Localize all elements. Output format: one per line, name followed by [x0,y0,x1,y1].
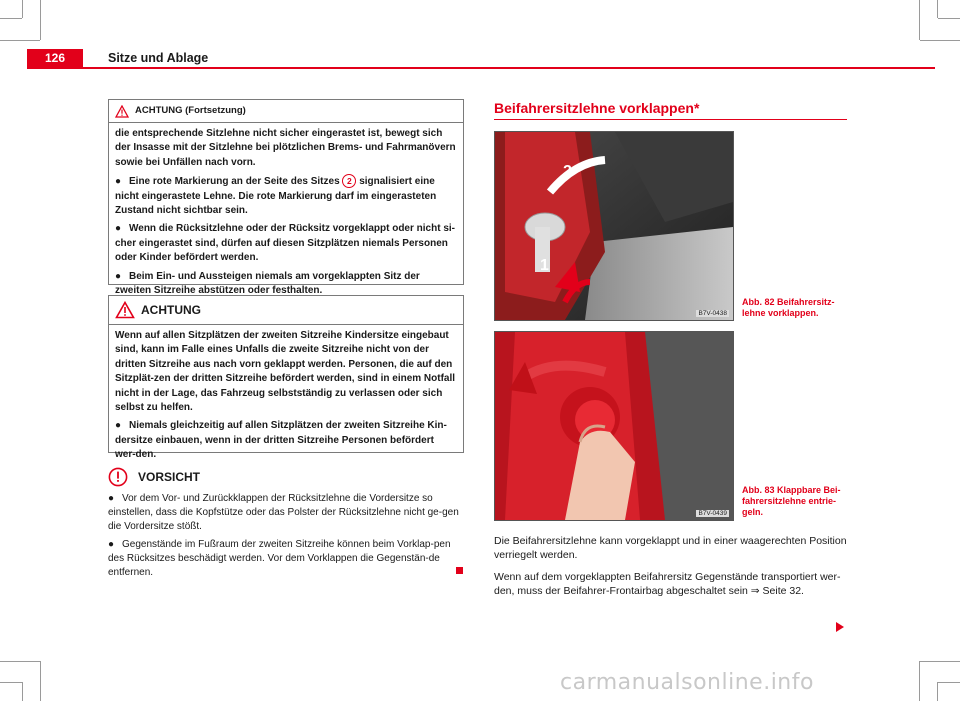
page-title: Sitze und Ablage [108,51,209,65]
crop-mark [0,40,40,41]
bullet: ● [108,539,115,551]
caution-exclamation-icon [108,467,128,487]
section-end-marker [456,567,463,574]
page-number: 126 [27,49,83,67]
seat-lever-illustration [495,132,733,320]
caution-body [108,492,464,585]
crop-mark [938,682,960,683]
figure-label-2: 2 [563,163,572,180]
warning-box-header [109,100,463,123]
warning-box-title: ACHTUNG [141,302,201,317]
figure-82-caption: Abb. 82 Beifahrersitz-lehne vorklappen. [742,297,835,318]
figure-83-caption: Abb. 83 Klappbare Bei-fahrersitzlehne entrie-geln. [742,485,841,517]
bullet: ● [115,176,122,188]
crop-mark [40,661,41,701]
warning-triangle-icon [115,301,135,319]
figure-code: B7V-0438 [698,310,727,317]
warning-paragraph: Wenn auf allen Sitzplätzen der zweiten Sitzreihe Kindersitze eingebaut sind, kann im Falle eines Unfalls die zweite Sitzreihe nicht von der dritten Sitzreihe aus nach vorn geklappt werden. Personen, die auf den Sitzplät-zen der dritten Sitzreihe befördert werden, sind in einem Notfall nicht in der Lage, das Fahrzeug selbstständig zu verlassen oder sich selbst zu helfen. [115,330,456,414]
bullet: ● [108,493,115,504]
crop-mark [937,0,938,18]
crop-mark [40,0,41,40]
warning-paragraph: die entsprechende Sitzlehne nicht sicher eingerastet ist, bewegt sich der Insasse mit der Sitzlehne bei plötzlichen Brems- und Fahrmanövern sowie bei Unfällen nach vorn. [115,128,456,168]
caution-title: VORSICHT [138,470,201,484]
caution-heading [108,467,200,487]
caution-bullet-item: ● Gegenstände im Fußraum der zweiten Sitzreihe können beim Vorklap-pen des Rücksitzes beschädigt werden. Vor dem Vorklappen die Gegenstän-de entfernen. [108,539,451,578]
crop-mark [0,661,40,662]
figure-82-image [494,131,734,321]
warning-box-header [109,296,463,325]
watermark: carmanualsonline.info [560,670,814,695]
crop-mark [22,682,23,701]
body-paragraph: Wenn auf dem vorgeklappten Beifahrersitz Gegenstände transportiert wer-den, muss der Beifahrer-Frontairbag abgeschaltet sein ⇒ Seite 32. [494,571,841,597]
crop-mark [937,682,938,701]
section-title: Beifahrersitzlehne vorklappen* [494,100,700,116]
crop-mark [919,661,920,701]
warning-bullet-item: ● Wenn die Rücksitzlehne oder der Rücksitz vorgeklappt oder nicht si-cher eingerastet sind, dürfen auf diesen Sitzplätzen niemals Personen oder Kinder befördert werden. [115,223,455,264]
crop-mark [22,0,23,18]
crop-mark [0,682,22,683]
bullet: ● [115,420,122,432]
body-text [494,534,849,606]
warning-box-continued [108,99,464,297]
header-divider [27,67,935,69]
warning-triangle-icon [115,105,129,118]
body-paragraph: Die Beifahrersitzlehne kann vorgeklappt und in einer waagerechten Position verriegelt werden. [494,535,847,561]
warning-bullet-item: ● Niemals gleichzeitig auf allen Sitzplätzen der zweiten Sitzreihe Kin-dersitze einbauen, wenn in der dritten Sitzreihe Personen befördert wer-den. [115,420,447,461]
crop-mark [0,18,22,19]
bullet: ● [115,223,122,235]
crop-mark [920,661,960,662]
figure-label-1: 1 [540,257,549,274]
callout-number-2: 2 [342,174,356,188]
crop-mark [938,18,960,19]
warning-box-body [109,325,463,463]
crop-mark [920,40,960,41]
continue-arrow-icon [836,622,844,632]
warning-bullet-item: ● Eine rote Markierung an der Seite des Sitzes 2 signalisiert eine nicht eingerastete Lehne. Die rote Markierung darf im eingerasteten Zustand nicht sichtbar sein. [115,176,437,217]
figure-code: B7V-0439 [698,510,727,517]
warning-box-body [109,123,463,298]
warning-box-title: ACHTUNG (Fortsetzung) [135,104,246,116]
caution-bullet-item: ● Vor dem Vor- und Zurückklappen der Rücksitzlehne die Vordersitze so einstellen, dass die Kopfstütze oder das Polster der Rücksitzlehne nicht ge-gen die Vordersitze stößt. [108,493,459,532]
crop-mark [919,0,920,40]
section-divider [494,119,847,120]
warning-bullet-item: ● Beim Ein- und Aussteigen niemals am vorgeklappten Sitz der zweiten Sitzreihe abstützen oder festhalten. [115,270,420,297]
warning-box [108,295,464,461]
figure-83-image [494,331,734,521]
bullet: ● [115,270,122,282]
seat-release-illustration [495,332,733,520]
